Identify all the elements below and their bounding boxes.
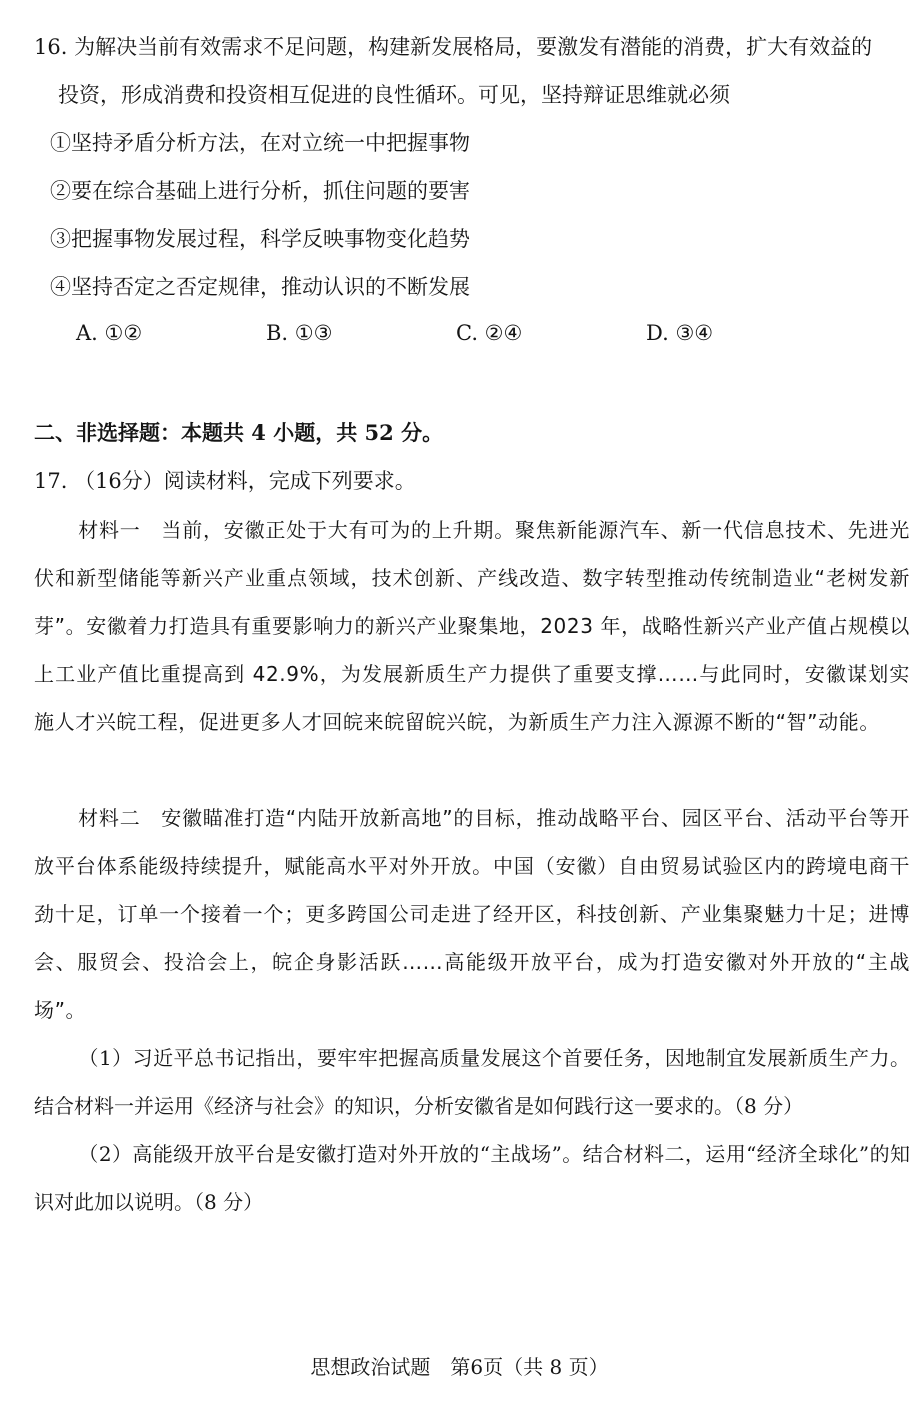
choice-b: B. ①③ xyxy=(266,321,333,345)
q16-option-4: ④坚持否定之否定规律，推动认识的不断发展 xyxy=(50,275,470,299)
choice-c: C. ②④ xyxy=(456,321,523,345)
page-footer: 思想政治试题 第6页（共 8 页） xyxy=(310,1355,609,1379)
q17-subquestion-1 xyxy=(34,1034,910,1130)
q16-option-1: ①坚持矛盾分析方法，在对立统一中把握事物 xyxy=(50,131,470,155)
q17-intro: 17. （16分）阅读材料，完成下列要求。 xyxy=(34,469,416,493)
choice-d: D. ③④ xyxy=(646,321,714,345)
material-one xyxy=(34,506,910,746)
q17-subquestion-1-text: （1）习近平总书记指出，要牢牢把握高质量发展这个首要任务，因地制宜发展新质生产力。结合材料一并运用《经济与社会》的知识，分析安徽省是如何践行这一要求的。（8 分） xyxy=(34,1046,910,1118)
q16-option-2: ②要在综合基础上进行分析，抓住问题的要害 xyxy=(50,179,470,203)
q16-stem-line-2: 投资，形成消费和投资相互促进的良性循环。可见，坚持辩证思维就必须 xyxy=(58,83,730,107)
q17-subquestion-2-text: （2）高能级开放平台是安徽打造对外开放的“主战场”。结合材料二，运用“经济全球化”的知识对此加以说明。（8 分） xyxy=(34,1142,910,1214)
material-one-text: 材料一 当前，安徽正处于大有可为的上升期。聚焦新能源汽车、新一代信息技术、先进光伏和新型储能等新兴产业重点领域，技术创新、产线改造、数字转型推动传统制造业“老树发新芽”。安徽着力打造具有重要影响力的新兴产业聚集地，2023 年，战略性新兴产业产值占规模以上工业产值比重提高到 42.9%，为发展新质生产力提供了重要支撑……与此同时，安徽谋划实施人才兴皖工程，促进更多人才回皖来皖留皖兴皖，为新质生产力注入源源不断的“智”动能。 xyxy=(34,518,910,734)
q17-subquestion-2 xyxy=(34,1130,910,1226)
q16-choices xyxy=(76,318,836,348)
q16-stem-line-1: 16. 为解决当前有效需求不足问题，构建新发展格局，要激发有潜能的消费，扩大有效益的 xyxy=(34,35,873,59)
section-heading: 二、非选择题：本题共 4 小题，共 52 分。 xyxy=(34,420,444,445)
choice-a: A. ①② xyxy=(76,321,143,345)
q16-option-3: ③把握事物发展过程，科学反映事物变化趋势 xyxy=(50,227,470,251)
material-two-text: 材料二 安徽瞄准打造“内陆开放新高地”的目标，推动战略平台、园区平台、活动平台等开放平台体系能级持续提升，赋能高水平对外开放。中国（安徽）自由贸易试验区内的跨境电商干劲十足，订单一个接着一个；更多跨国公司走进了经开区，科技创新、产业集聚魅力十足；进博会、服贸会、投洽会上，皖企身影活跃……高能级开放平台，成为打造安徽对外开放的“主战场”。 xyxy=(34,806,910,1022)
material-two xyxy=(34,794,910,1034)
